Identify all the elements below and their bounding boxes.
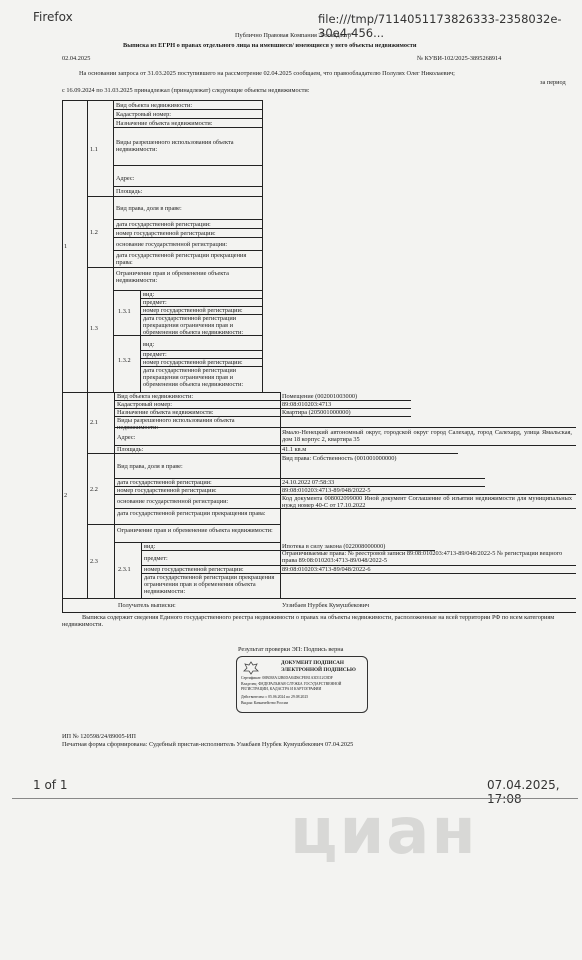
label-purpose: Назначение объекта недвижимости: [116, 120, 213, 127]
label-area: Площадь: [116, 188, 143, 195]
recipient-name: Уззибаев Нурбек Кумушбекович [282, 602, 370, 609]
label-obj-type: Вид объекта недвижимости: [116, 102, 193, 109]
value-restr-vid: Ипотека в силу закона (022008000000) [282, 543, 386, 550]
label-vid: вид: [143, 291, 155, 298]
rule [113, 219, 262, 220]
emblem-icon [242, 661, 260, 675]
value-reg-basis: Код документа 008002099000 Иной документ Соглашение об изъятии недвижимости для муниципальных нужд номер 40-С от 17.10.2022 [282, 495, 572, 509]
page-bottom-rule [12, 798, 578, 799]
label-reg-end-date: дата государственной регистрации прекращения права: [117, 510, 266, 517]
label-reg-date: дата государственной регистрации: [117, 479, 212, 486]
value-cad-num: 89:08:010203:4713 [282, 401, 332, 408]
row-number: 1.3.1 [118, 308, 131, 315]
label-reg-basis: основание государственной регистрации: [117, 498, 229, 505]
label-subject: предмет: [143, 351, 167, 358]
row-number: 2.1 [90, 419, 98, 426]
label-subject: предмет: [144, 555, 168, 562]
label-obj-type: Вид объекта недвижимости: [117, 393, 194, 400]
rule [87, 524, 280, 525]
label-reg-date: дата государственной регистрации: [116, 221, 211, 228]
org-name: Публично Правовая Компания "Роскадастр" [235, 32, 354, 39]
value-purpose: Квартира (205001000000) [282, 409, 351, 416]
label-restr-end-date: дата государственной регистрации прекращения ограничения прав и обременения объекта недвижимости: [143, 315, 244, 336]
ep-check: Результат проверки ЭП: Подпись верна [238, 646, 344, 653]
rule [114, 542, 280, 543]
doc-number: № КУВИ-102/2025-3895268914 [417, 55, 502, 62]
label-restrictions: Ограничение прав и обременение объекта недвижимости: [117, 527, 273, 534]
stamp-cert: Сертификат: 00B038A12B0DA84D6CFEB1A3D112C8DF [241, 676, 333, 680]
row-number: 1.2 [90, 229, 98, 236]
col-value-1 [262, 100, 263, 392]
value-reg-num: 89:08:010203:4713-89/048/2022-5 [282, 487, 371, 494]
value-area: 41.1 кв.м [282, 446, 307, 453]
label-reg-basis: основание государственной регистрации: [116, 241, 228, 248]
rule [113, 109, 262, 110]
row-number: 1.1 [90, 146, 98, 153]
rule [113, 127, 262, 128]
row-number: 1 [64, 243, 68, 250]
label-restr-reg-num: номер государственной регистрации: [144, 566, 244, 573]
doc-title: Выписка из ЕГРН о правах отдельного лица на имевшиеся/ имеющиеся у него объекты недвижимости [123, 42, 417, 49]
printed-by: Печатная форма сформирована: Судебный пристав-исполнитель Узакбаев Нурбек Кумушбекович 07.04.2025 [62, 741, 354, 748]
label-right-type: Вид права, доля в праве: [116, 205, 182, 212]
rule [114, 445, 576, 446]
table-left-border [62, 100, 63, 612]
ip-number: ИП № 120598/24/89005-ИП [62, 733, 136, 740]
label-right-type: Вид права, доля в праве: [117, 463, 183, 470]
rule [87, 196, 262, 197]
row-number: 1.3 [90, 325, 98, 332]
watermark: циан [290, 795, 478, 869]
label-restr-end-date: дата государственной регистрации прекращения ограничения прав и обременения объекта недвижимости: [143, 367, 244, 388]
stamp-valid: Действителен: с 05.06.2024 по 29.08.2025 [241, 695, 309, 699]
recipient-bottom [62, 612, 576, 613]
label-subject: предмет: [143, 299, 167, 306]
label-permitted-use: Виды разрешенного использования объекта недвижимости: [117, 417, 235, 431]
row-number: 1.3.2 [118, 357, 131, 364]
print-datetime: 07.04.2025, 17:08 [487, 778, 560, 806]
label-cad-num: Кадастровый номер: [117, 401, 173, 408]
stamp-owner: Владелец: ФЕДЕРАЛЬНАЯ СЛУЖБА ГОСУДАРСТВЕННОЙ РЕГИСТРАЦИИ, КАДАСТРА И КАРТОГРАФИИ [241, 682, 342, 691]
rule [113, 165, 262, 166]
row-number: 2.2 [90, 486, 98, 493]
label-cad-num: Кадастровый номер: [116, 111, 172, 118]
rule [113, 237, 262, 238]
rule [113, 186, 262, 187]
rule [87, 267, 262, 268]
table-bottom [62, 598, 576, 599]
stamp-issuer: Выдан: Казначейство России [241, 701, 288, 705]
intro-line-1: На основании запроса от 31.03.2025 поступившего на рассмотрение 02.04.2025 сообщаем, что правообладателю Полулях Олег Николаевич; [79, 70, 455, 77]
rule [113, 118, 262, 119]
label-address: Адрес: [116, 175, 135, 182]
label-reg-num: номер государственной регистрации: [116, 230, 216, 237]
label-vid: вид: [144, 543, 156, 550]
rule [113, 250, 262, 251]
value-obj-type: Помещение (002001003000) [282, 393, 358, 400]
browser-name: Firefox [33, 10, 73, 24]
value-address: Ямало-Ненецкий автономный округ, городской округ город Салехард, город Салехард, улица Ямальская, дом 18 корпус 2, квартира 35 [282, 429, 572, 443]
rule [87, 453, 458, 454]
stamp-title-2: ЭЛЕКТРОННОЙ ПОДПИСЬЮ [281, 667, 356, 673]
value-restr-subject: Ограничиваемые права: № реестровой записи 89:08:010203:4713-89/048/2022-5 № регистрации вещного права 89:08:010203:4713-89/048/2022-5 [282, 550, 563, 564]
label-restr-end-date: дата государственной регистрации прекращения ограничения прав и обременения объекта недвижимости: [144, 574, 275, 595]
label-restr-reg-num: номер государственной регистрации: [143, 359, 243, 366]
rule [113, 290, 262, 291]
row-number: 2 [64, 492, 68, 499]
value-restr-reg-num: 89:08:010203:4713-89/048/2022-6 [282, 566, 371, 573]
row-number: 2.3.1 [118, 566, 131, 573]
col-block1-label [113, 100, 114, 392]
intro-line-2: за период [540, 79, 566, 86]
doc-date: 02.04.2025 [62, 55, 91, 62]
label-vid: вид: [143, 341, 155, 348]
stamp-title-1: ДОКУМЕНТ ПОДПИСАН [281, 660, 344, 666]
row-number: 2.3 [90, 558, 98, 565]
label-permitted-use: Виды разрешенного использования объекта недвижимости: [116, 139, 234, 153]
label-reg-end-date: дата государственной регистрации прекращения права: [116, 252, 247, 266]
label-area: Площадь: [117, 446, 144, 453]
value-reg-date: 24.10.2022 07:58:33 [282, 479, 335, 486]
value-right-type: Вид права: Собственность (001001000000) [282, 455, 397, 462]
col-value-2 [280, 392, 281, 598]
intro-line-3: с 16.09.2024 по 31.03.2025 принадлежал (принадлежат) следующие объекты недвижимости: [62, 87, 310, 94]
label-purpose: Назначение объекта недвижимости: [117, 409, 214, 416]
label-restrictions: Ограничение прав и обременение объекта недвижимости: [116, 270, 229, 284]
footer-text: Выписка содержит сведения Единого государственного реестра недвижимости о правах на объекты недвижимости, расположенные на всей территории РФ по всем категориям недвижимости. [62, 614, 555, 628]
electronic-signature-stamp [236, 656, 368, 713]
label-restr-reg-num: номер государственной регистрации: [143, 307, 243, 314]
col-block2-label [114, 392, 115, 598]
table-top [62, 100, 262, 101]
browser-url: file:///tmp/7114051173826333-2358032e-30e4-456... [318, 12, 562, 40]
label-recipient: Получатель выписки: [118, 602, 176, 609]
page-counter: 1 of 1 [33, 778, 68, 792]
rule [113, 228, 262, 229]
label-address: Адрес: [117, 434, 136, 441]
label-reg-num: номер государственной регистрации: [117, 487, 217, 494]
